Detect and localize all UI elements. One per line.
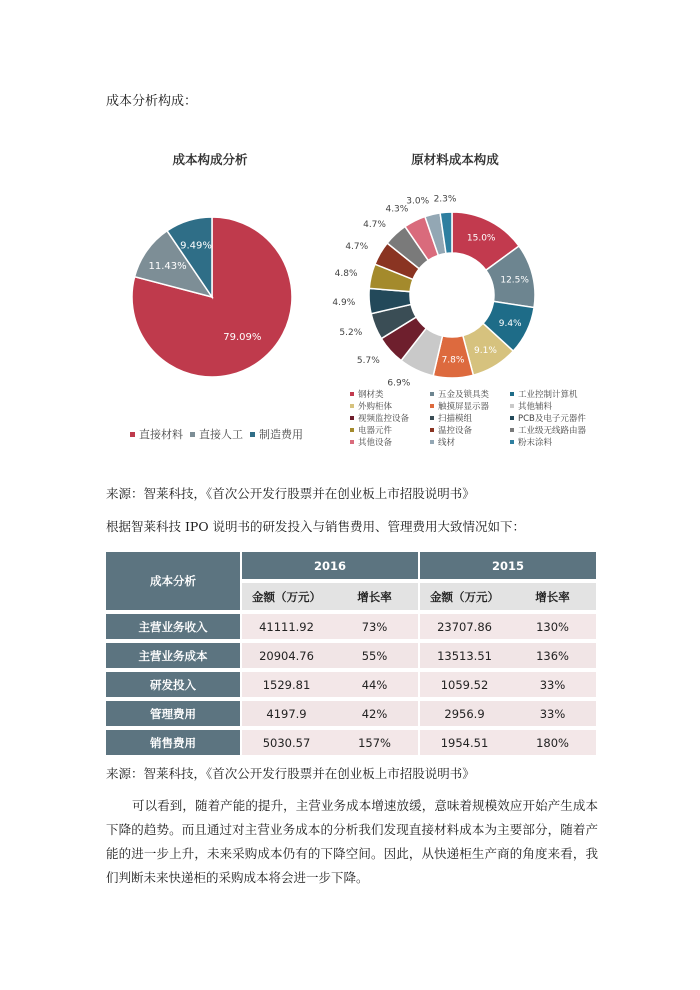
donut-data-label: 4.3% bbox=[385, 204, 409, 215]
raw-material-donut-chart bbox=[330, 180, 600, 455]
year-header-2016: 2016 bbox=[242, 552, 418, 579]
row-label: 研发投入 bbox=[106, 672, 240, 697]
table-cell: 157% bbox=[331, 730, 418, 755]
pie-data-label: 11.43% bbox=[148, 261, 187, 273]
legend-label: 制造费用 bbox=[259, 428, 303, 441]
table-cell: 73% bbox=[331, 614, 418, 639]
donut-data-label: 7.8% bbox=[441, 355, 465, 366]
table-cell: 180% bbox=[509, 730, 596, 755]
table-row bbox=[106, 672, 596, 697]
donut-data-label: 4.9% bbox=[332, 298, 356, 309]
legend-label: 线材 bbox=[438, 438, 456, 448]
table-row bbox=[106, 701, 596, 726]
table-cell: 1059.52 bbox=[420, 672, 509, 697]
subheader-amount: 金额（万元） bbox=[242, 583, 331, 610]
legend-swatch bbox=[510, 428, 514, 432]
pie-data-label: 9.49% bbox=[180, 240, 212, 252]
donut-data-label: 3.0% bbox=[406, 196, 430, 207]
legend-label: 粉末涂料 bbox=[518, 438, 553, 448]
legend-label: 其他辅料 bbox=[518, 402, 553, 412]
table-intro: 根据智莱科技 IPO 说明书的研发投入与销售费用、管理费用大致情况如下： bbox=[106, 519, 526, 534]
table-cell: 5030.57 bbox=[242, 730, 331, 755]
body-paragraph: 可以看到，随着产能的提升，主营业务成本增速放缓，意味着规模效应开始产生成本下降的趋势。而且通过对主营业务成本的分析我们发现直接材料成本为主要部分，随着产能的进一步上升，未来采购成本仍有的下降空间。因此，从快递柜生产商的角度来看，我们判断未来快递柜的采购成本将会进一步下降。 bbox=[106, 798, 598, 885]
legend-swatch bbox=[510, 392, 514, 396]
table-row bbox=[106, 614, 596, 639]
legend-label: 工业级无线路由器 bbox=[518, 426, 587, 436]
table-cell: 33% bbox=[509, 701, 596, 726]
pie-chart-title: 成本构成分析 bbox=[172, 152, 248, 167]
table-cell: 23707.86 bbox=[420, 614, 509, 639]
legend-swatch bbox=[510, 416, 514, 420]
legend-swatch bbox=[190, 432, 195, 437]
donut-data-label: 12.5% bbox=[500, 275, 529, 286]
legend-label: 钢材类 bbox=[358, 390, 384, 400]
cost-table bbox=[106, 548, 596, 759]
row-label: 管理费用 bbox=[106, 701, 240, 726]
legend-swatch bbox=[430, 392, 434, 396]
row-label: 主营业务成本 bbox=[106, 643, 240, 668]
donut-data-label: 9.1% bbox=[474, 346, 497, 357]
table-cell: 41111.92 bbox=[242, 614, 331, 639]
table-cell: 2956.9 bbox=[420, 701, 509, 726]
source-note-1: 来源：智莱科技，《首次公开发行股票并在创业板上市招股说明书》 bbox=[106, 486, 475, 501]
table-corner-header: 成本分析 bbox=[106, 552, 240, 610]
donut-data-label: 5.2% bbox=[339, 327, 363, 338]
legend-label: 外购柜体 bbox=[358, 402, 393, 412]
donut-data-label: 2.3% bbox=[433, 194, 457, 205]
table-cell: 136% bbox=[509, 643, 596, 668]
donut-data-label: 4.7% bbox=[345, 242, 369, 253]
pie-data-label: 79.09% bbox=[223, 331, 262, 343]
legend-label: 温控设备 bbox=[438, 426, 473, 436]
legend-swatch bbox=[350, 392, 354, 396]
table-cell: 1529.81 bbox=[242, 672, 331, 697]
section-heading: 成本分析构成： bbox=[106, 94, 198, 109]
table-cell: 44% bbox=[331, 672, 418, 697]
table-cell: 1954.51 bbox=[420, 730, 509, 755]
row-label: 主营业务收入 bbox=[106, 614, 240, 639]
donut-data-label: 5.7% bbox=[356, 355, 380, 366]
legend-swatch bbox=[430, 440, 434, 444]
table-row bbox=[106, 643, 596, 668]
table-cell: 130% bbox=[509, 614, 596, 639]
year-header-2015: 2015 bbox=[420, 552, 596, 579]
legend-swatch bbox=[510, 440, 514, 444]
legend-label: 电器元件 bbox=[358, 426, 393, 436]
legend-swatch bbox=[430, 416, 434, 420]
source-note-2: 来源：智莱科技，《首次公开发行股票并在创业板上市招股说明书》 bbox=[106, 766, 475, 781]
table-cell: 20904.76 bbox=[242, 643, 331, 668]
legend-swatch bbox=[350, 428, 354, 432]
donut-data-label: 4.7% bbox=[363, 219, 386, 230]
cost-structure-pie-chart bbox=[100, 180, 330, 455]
legend-swatch bbox=[350, 440, 354, 444]
donut-chart-title: 原材料成本构成 bbox=[411, 152, 499, 167]
legend-swatch bbox=[350, 404, 354, 408]
table-cell: 42% bbox=[331, 701, 418, 726]
table-cell: 33% bbox=[509, 672, 596, 697]
donut-data-label: 6.9% bbox=[387, 378, 411, 389]
legend-label: 五金及锁具类 bbox=[438, 390, 490, 400]
legend-label: 工业控制计算机 bbox=[518, 390, 578, 400]
donut-data-label: 15.0% bbox=[466, 233, 496, 244]
table-cell: 13513.51 bbox=[420, 643, 509, 668]
legend-label: PCB及电子元器件 bbox=[518, 414, 586, 424]
row-label: 销售费用 bbox=[106, 730, 240, 755]
legend-swatch bbox=[510, 404, 514, 408]
subheader-growth: 增长率 bbox=[509, 583, 596, 610]
table-row bbox=[106, 730, 596, 755]
donut-data-label: 4.8% bbox=[334, 268, 358, 279]
subheader-amount: 金额（万元） bbox=[420, 583, 509, 610]
legend-label: 直接材料 bbox=[139, 428, 183, 441]
legend-swatch bbox=[430, 404, 434, 408]
legend-label: 扫描模组 bbox=[438, 414, 473, 424]
table-cell: 4197.9 bbox=[242, 701, 331, 726]
legend-label: 直接人工 bbox=[199, 428, 243, 441]
legend-swatch bbox=[250, 432, 255, 437]
subheader-growth: 增长率 bbox=[331, 583, 418, 610]
donut-data-label: 9.4% bbox=[498, 318, 522, 329]
legend-swatch bbox=[130, 432, 135, 437]
legend-swatch bbox=[430, 428, 434, 432]
legend-label: 触摸屏显示器 bbox=[438, 402, 490, 412]
table-cell: 55% bbox=[331, 643, 418, 668]
legend-label: 其他设备 bbox=[358, 438, 393, 448]
legend-label: 视频监控设备 bbox=[358, 414, 410, 424]
legend-swatch bbox=[350, 416, 354, 420]
